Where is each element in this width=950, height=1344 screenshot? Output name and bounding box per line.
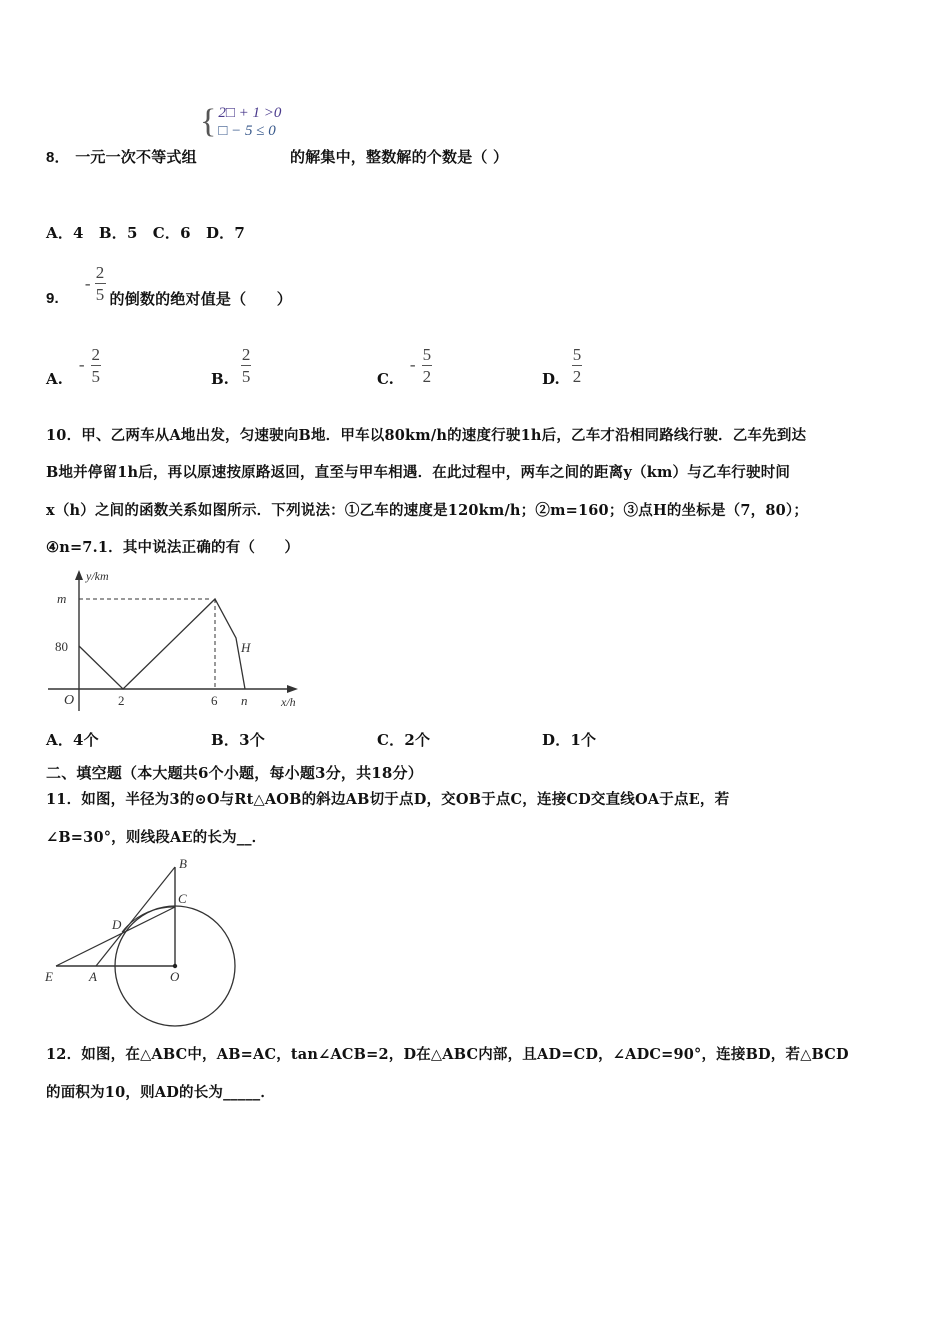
q8-number: 8． [46,149,70,166]
q8-stem-after: 的解集中，整数解的个数是（ ） [290,148,509,166]
fraction-denominator: 5 [241,366,251,386]
fraction-denominator: 5 [95,285,105,304]
x-tick-n: n [241,693,248,708]
label-b: B [179,856,187,871]
option-label: C. [377,370,394,388]
label-a: A [89,969,97,984]
q8-stem [46,146,197,167]
section-2-heading: 二、填空题（本大题共6个小题，每小题3分，共18分） [46,764,423,782]
neg-sign: - [78,355,85,374]
q9-fraction [95,264,106,303]
distance-curve [79,599,245,689]
fraction-denominator: 2 [572,366,582,386]
x-axis-label: x/h [281,695,296,709]
q9-option-d [542,342,582,388]
q8-inequality-system [200,104,281,140]
label-c: C [178,891,187,906]
q11-line-2: ∠B=30°，则线段AE的长为__． [46,829,267,846]
q9-option-b [211,342,251,388]
q11-circle-tangent-figure [42,855,242,1030]
origin-label: O [64,693,75,708]
center-point-o [173,964,177,968]
q11-line-1: 11．如图，半径为3的⊙O与Rt△AOB的斜边AB切于点D，交OB于点C，连接CD交直线OA于点E，若 [46,791,730,808]
x-tick-6: 6 [211,693,218,708]
q9-stem-after: 的倒数的绝对值是（ ） [109,290,292,308]
q9-option-a [46,342,101,388]
fraction-denominator: 2 [422,366,432,386]
q12-line-2: 的面积为10，则AD的长为_____． [46,1084,276,1101]
option-fraction [422,346,433,385]
fraction-numerator: 2 [241,344,251,364]
q10-line-2: B地并停留1h后，再以原速按原路返回，直至与甲车相遇．在此过程中，两车之间的距离y（km）与乙车行驶时间 [46,464,791,481]
q10-option-a: A．4个 [46,731,99,749]
option-fraction [91,346,102,385]
q9-stem [46,258,292,309]
point-h-label: H [241,640,251,655]
q8-options: A．4 B．5 C．6 D．7 [46,224,246,242]
q9-neg-sign: - [84,273,91,293]
option-fraction [241,346,252,385]
label-d: D [112,917,122,932]
inequality-rows [218,104,281,140]
fraction-numerator: 2 [91,344,101,364]
fraction-numerator: 5 [572,344,582,364]
q10-line-3: x（h）之间的函数关系如图所示．下列说法：①乙车的速度是120km/h；②m=160；③点H的坐标是（7，80）； [46,502,809,519]
option-label: D. [542,370,560,388]
label-o: O [170,969,180,984]
y-axis-label: y/km [86,569,109,583]
q10-option-c: C．2个 [377,731,431,749]
fraction-numerator: 5 [422,344,432,364]
q12-line-1: 12．如图，在△ABC中，AB=AC，tan∠ACB=2，D在△ABC内部，且AD=CD，∠ADC=90°，连接BD，若△BCD [46,1046,849,1063]
option-label: A. [46,370,63,388]
segment-ab [96,867,175,966]
q8-stem-before: 一元一次不等式组 [75,148,197,166]
q10-line-1: 10．甲、乙两车从A地出发，匀速驶向B地．甲车以80km/h的速度行驶1h后，乙车才沿相同路线行驶．乙车先到达 [46,427,807,444]
y-tick-m: m [57,591,67,606]
option-fraction [572,346,583,385]
q9-option-c [377,342,432,388]
x-axis-arrow-icon [287,685,298,693]
neg-sign: - [409,355,416,374]
q10-option-b: B．3个 [211,731,265,749]
inequality-row-2: □ − 5 ≤ 0 [218,123,276,139]
q10-distance-time-graph [44,566,314,716]
y-axis-arrow-icon [75,570,83,580]
brace-symbol: { [200,103,217,140]
y-tick-80: 80 [55,639,68,654]
label-e: E [45,969,53,984]
option-label: B. [211,370,229,388]
q10-line-4: ④n=7.1．其中说法正确的有（ ） [46,539,300,556]
q10-option-d: D．1个 [542,731,597,749]
fraction-numerator: 2 [95,263,105,282]
inequality-row-1: 2□ + 1 >0 [218,105,282,121]
q9-number: 9. [46,290,59,307]
fraction-denominator: 5 [91,366,101,386]
x-tick-2: 2 [118,693,125,708]
